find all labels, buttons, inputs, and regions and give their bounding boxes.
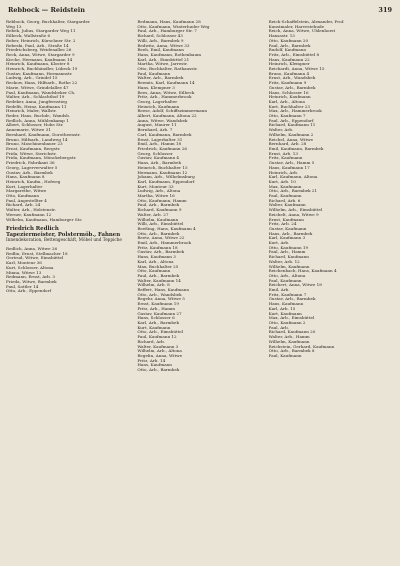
directory-entry: Rudolf, Kaufmann [268, 48, 306, 53]
directory-entry: Reeßing, Hans, Kaufmann 4 [137, 226, 196, 231]
directory-entry: Fritz, Arb. 14 [137, 358, 166, 363]
running-head: Rebbock — Reidstein [8, 6, 85, 14]
directory-entry: Reese, Adolf, Schiffszimmermann [137, 109, 207, 114]
directory-entry: Hans, Kaufmann 8 [6, 175, 45, 180]
directory-entry: Martha, Witwe, Jarrestr. [137, 62, 188, 67]
directory-entry: Reeh, Emil, Kaufmann [137, 48, 184, 53]
directory-entry: Karl, Arb., Barmbek [137, 321, 179, 325]
directory-entry: Paul, Arb., Hamburger Str. 7 [137, 29, 197, 34]
directory-entry: Johann, Arb., Wilhelmsburg [137, 175, 195, 180]
directory-entry: Ernst, Lagerhalter 31 [137, 137, 183, 142]
directory-entry: Hans, Schlosser 16 [268, 90, 309, 95]
directory-entry: Heinrich, Arb. [268, 170, 299, 175]
page-number: 319 [378, 6, 392, 14]
directory-entry: Reich, Anna, Witwe, Uhlenhorst [268, 29, 336, 34]
directory-entry: Otto, Arb., Barmbek 21 [268, 189, 318, 194]
directory-entry: Max, Arb., Eimsbüttel [268, 316, 315, 321]
directory-entry: Georg, Lagerverwalter 5 [6, 165, 58, 170]
directory-entry: Hans, Kaufmann 3 [137, 255, 176, 260]
directory-entry: Ernst, Kaufmann 19 [137, 302, 180, 307]
directory-entry: Otto, Arb., Wandsbek [137, 292, 182, 297]
directory-entry: Paul, Arb., Barmbek [137, 273, 180, 278]
directory-entry: Emil, Arb., Hamm 18 [137, 142, 182, 147]
directory-entry: Reich-Schaffelstein, Alexander, Prof. [268, 20, 345, 24]
directory-entry: Paul, Kaufmann 12 [137, 335, 177, 340]
directory-entry: Annemarie, Witwe 31 [6, 128, 51, 133]
directory-entry: Max, Arb., Hammerbrook [268, 109, 322, 114]
directory-entry: Ernst, Kaufmann [268, 217, 304, 222]
directory-entry: Albert, Kaufmann, Altona 22 [137, 114, 197, 119]
directory-entry: Kurt, Schlosser, Altona [6, 265, 54, 270]
directory-entry: Bernhard, Arb. 28 [268, 142, 307, 147]
directory-entry: Anna, Witwe, Wandsbek [137, 118, 188, 123]
directory-entry: Kurt, Arb. 10 [268, 179, 296, 184]
directory-entry: Otto, Kaufmann 7 [268, 114, 306, 119]
directory-entry: Gustav, Arb., Barmbek [268, 85, 316, 90]
directory-entry: Gustav, Arb., Hamm 5 [268, 161, 315, 166]
directory-entry: Heinrich, Kaufmann, Kloster 8 [6, 62, 70, 67]
page-header [8, 6, 392, 16]
directory-entry: Wilhelm, Kaufmann [268, 264, 310, 269]
directory-entry: Emil, Arb. [268, 288, 290, 293]
directory-entry: Fritz, Kaufmann 7 [268, 292, 307, 297]
directory-entry: Bruno, Maschinenbauer 23 [6, 142, 63, 147]
directory-entry: Reichenbach, Hans, Kaufmann 4 [268, 269, 337, 274]
directory-entry: Bernhard, Arb. 7 [137, 128, 173, 133]
directory-entry: Paul, Kaufmann [268, 278, 302, 283]
directory-entry: Walter, Kaufmann 14 [137, 278, 181, 283]
directory-entry: Richard, Kaufmann 9 [137, 208, 182, 213]
directory-entry: Fritz, Arb. 24 [268, 222, 297, 227]
directory-entry: Wilhelm, Arb., Eimsbüttel [268, 208, 323, 213]
directory-entry: Richard, Kaufmann [268, 255, 309, 260]
directory-entry: Hansastr. 13 [268, 34, 295, 39]
directory-entry: Gustav, Arb., Barmbek [6, 170, 53, 175]
directory-entry: Friedrich, Fabrikant 36 [6, 161, 55, 166]
directory-entry: Richard, Schlosser 43 [137, 34, 183, 39]
ad-text: Innendekoration, Bettengeschäft, Möbel und Teppiche [6, 237, 122, 243]
directory-entry: Redlich, Anna, Witwe 26 [6, 247, 58, 252]
directory-entry: Gustav, Kaufmann 4 [137, 156, 180, 161]
directory-entry: Walter, Arb. [268, 128, 294, 133]
directory-entry: Martha, Witwe 16 [137, 194, 175, 199]
directory-entry: Karl, Arb., Altona [137, 259, 174, 264]
directory-entry: Fritz, Arb., Hammerbrook [137, 95, 192, 100]
directory-entry: Ernst, Kaufmann, Bergstr. [6, 146, 61, 151]
directory-entry: Kurt, Kaufmann [137, 325, 171, 330]
column-2 [137, 20, 262, 558]
directory-entry: Walter, Arb. 12 [268, 259, 300, 264]
directory-entry: Walter, Arb., Hamm [268, 335, 310, 340]
directory-entry: Eilbeck, Wallstraße 6 [6, 34, 51, 39]
directory-entry: Weg 13 [6, 24, 22, 29]
directory-entry: August, Maurer 11 [137, 123, 177, 128]
directory-entry: Karl, Arb., Eimsbüttel 21 [137, 57, 190, 62]
directory-entry: Regelin, Anna, Witwe [137, 353, 183, 358]
directory-entry: Karl, Kaufmann, Altona [268, 175, 318, 180]
directory-entry: Rebbock, Georg, Buchhalter, Stargarder [6, 20, 90, 24]
directory-entry: Bernhard, Kaufmann, Dorotheenstr. [6, 132, 81, 137]
directory-entry: Reckow, Hans, Hilfsarb., Rothe 22 [6, 81, 78, 86]
directory-entry: Kurt, Lagerhalter [6, 184, 43, 189]
directory-entry: Regehr, Anna, Witwe 5 [137, 297, 185, 302]
directory-entry: Heinrich, Buchhändler, Lübeck 19 [6, 67, 78, 72]
directory-entry: Otto, Arb., Eppendorf [6, 289, 51, 294]
directory-entry: Max, Kaufmann [268, 184, 302, 189]
directory-entry: Paul, Kaufmann [137, 71, 171, 76]
directory-entry: Kurt, Buchhalter 23 [268, 104, 310, 109]
directory-entry: Redelfs, Heinz, Kaufmann 11 [6, 104, 67, 109]
directory-entry: Max, Buchhalter 25 [137, 264, 179, 269]
directory-entry: Ludwig, Arb., Altona [137, 189, 181, 194]
directory-entry: Werner, Kaufmann 12 [6, 212, 52, 217]
directory-entry: Carl, Kaufmann, Barmbek [137, 132, 192, 137]
directory-entry: Richard, Kaufmann 11 [268, 123, 316, 128]
directory-entry: Paul, Arb., Barmbek [268, 43, 311, 48]
directory-entry: Walter, Arb., Barmbek [137, 76, 184, 81]
directory-entry: Otto, Arb., Altona [268, 273, 306, 278]
directory-entry: Rebek, Julius, Stargarder Weg 11 [6, 29, 76, 34]
directory-entry: Reffert, Hans, Kaufmann [137, 288, 189, 293]
directory-entry: Otto, Arb., Barmbek 8 [268, 349, 315, 354]
directory-entry: Frida, Witwe, Sierichstr. [6, 151, 57, 156]
directory-entry: Hans, Arb., Barmbek [268, 231, 313, 236]
directory-entry: Frida, Kaufmann, Mönckebergstr. [6, 156, 77, 161]
directory-entry: Otto, Arb., Eimsbüttel [137, 330, 184, 335]
directory-entry: Reder, Hans, Buchdr., Wandsb. [6, 114, 71, 119]
directory-entry: Reichel, Anna, Witwe [268, 137, 314, 142]
advertisement [6, 224, 131, 245]
directory-entry: Redeker, Anna, Jungfernstieg [6, 99, 67, 104]
directory-entry: Redwitz, Anna, Witwe 33 [137, 43, 190, 48]
directory-entry: Willi, Arb., Eimsbüttel [137, 222, 184, 227]
directory-entry: Willi, Arb., Barmbek 9 [137, 38, 184, 43]
directory-entry: Otto, Kaufmann [6, 194, 39, 199]
directory-entry: Friedrichsberg, Weidenallee 26 [6, 48, 72, 53]
directory-entry: Richard, Arb. 6 [268, 198, 301, 203]
directory-entry: Paul, Angestellter 4 [6, 198, 47, 203]
directory-entry: Paul, Arb., Hamm [268, 250, 306, 255]
directory-entry: Reichert, Anna, Witwe 18 [268, 283, 322, 288]
directory-entry: Otto, Arb., Barmbek [137, 231, 180, 236]
directory-entry: Paul, Arb. [268, 325, 290, 330]
directory-entry: Paul, Arb., Barmbek [137, 203, 180, 208]
directory-entry: Bruno, Hilfsarb., Landweg 14 [6, 137, 68, 142]
directory-entry: Paul, Kaufmann, Wandsbeker Ch. [6, 90, 76, 95]
directory-entry: Hans, Arb., Barmbek [137, 161, 181, 166]
columns [6, 20, 394, 558]
directory-entry: Walter, Arb., Holstenstr. [6, 208, 56, 213]
directory-entry: Reichelt, Anna, Witwe 9 [268, 212, 319, 217]
directory-entry: Walter, Kaufmann 3 [137, 344, 179, 349]
directory-entry: Redmann, Ernst, Arb. 3 [6, 275, 55, 280]
directory-entry: Otto, Kaufmann 2 [268, 321, 306, 325]
directory-entry: Richard, Arb. [137, 339, 166, 344]
directory-entry: Otto, Arb., Barmbek [137, 368, 180, 373]
directory-entry: Gustav, Arb., Barmbek [268, 297, 316, 302]
directory-entry: Gustav, Kaufmann [268, 226, 307, 231]
directory-entry: Fritz, Kaufmann [268, 156, 303, 161]
directory-entry: Minna, Witwe 13 [6, 270, 42, 275]
directory-entry: Karl, Arb., Altona [268, 99, 305, 104]
directory-entry: Kurt, Monteur 33 [137, 184, 174, 189]
directory-entry: Georg, Lagerhalter [137, 99, 178, 104]
directory-entry: Paul, Kaufmann [268, 353, 302, 358]
directory-entry: Marie, Witwe, Grindelallee 47 [6, 85, 69, 90]
directory-entry: Hans, Kaufmann 22 [268, 57, 310, 62]
directory-entry: Otto, Buchhalter, Rathausstr. [137, 67, 198, 72]
directory-entry: Paul, Sattler 14 [6, 284, 39, 289]
directory-entry: Frieda, Witwe, Barmbek [6, 279, 57, 284]
directory-entry: Otto, Kaufmann, Winterhuder Weg [137, 24, 210, 29]
directory-entry: Paul, Kaufmann [268, 194, 302, 199]
directory-entry: Gustav, Arb., Barmbek [137, 250, 185, 255]
directory-entry: Friedrich, Kaufmann 26 [137, 146, 188, 151]
directory-entry: Georg, Schlosser [137, 151, 173, 156]
directory-entry: Wilhelm, Kaufmann [137, 217, 179, 222]
directory-entry: Heinrich, Kaufm., Hofweg [6, 179, 61, 184]
directory-entry: Reichardt, Anna, Witwe 15 [268, 67, 325, 72]
directory-entry: Bruno, Kaufmann 4 [268, 71, 310, 76]
directory-entry: Reemts, Karl, Kaufmann 14 [137, 81, 195, 86]
directory-entry: Wilhelm, Arb., Altona [137, 349, 182, 354]
directory-entry: Otto, Kaufmann 20 [268, 38, 309, 43]
directory-entry: Reichstein, Gerhard, Kaufmann [268, 344, 335, 349]
column-3 [269, 20, 394, 558]
directory-entry: Ernst, Arb., Wandsbek [268, 76, 316, 81]
directory-entry: Karl, Monteur 36 [6, 261, 42, 266]
directory-entry: Rees, Anna, Witwe, Eilbeck [137, 90, 195, 95]
directory-entry: Fritz, Arb., Eimsbüttel 8 [268, 52, 320, 57]
directory-entry: Richard, Kaufmann 20 [268, 330, 316, 335]
directory-entry: Heinrich, Klempner [268, 62, 310, 67]
directory-entry: Kurt, Arb. [268, 241, 290, 246]
directory-entry: Redmann, Hans, Kaufmann 28 [137, 20, 201, 24]
directory-entry: Reber, Heinrich, Kürschner Str. 2 [6, 38, 76, 43]
directory-entry: Albert, Schlosser, Hohe Str. [6, 123, 64, 128]
directory-entry: Hermann, Kaufmann 12 [137, 170, 188, 175]
directory-entry: Heinrich, Kaufmann [137, 104, 180, 109]
directory-entry: Fritz, Kaufmann 18 [137, 245, 178, 250]
directory-entry: Hans, Kaufmann 17 [268, 165, 310, 170]
directory-entry: Gustav, Kaufmann 27 [137, 311, 182, 316]
directory-entry: Gustav, Kaufmann, Hermannstr. [6, 71, 73, 76]
directory-entry: Heinrich, Kaufmann [268, 95, 311, 100]
directory-entry: Otto, Kaufmann [137, 269, 171, 274]
directory-entry: Margarethe, Witwe [6, 189, 47, 194]
directory-entry: Wilhelm, Kaufmann 2 [268, 132, 314, 137]
directory-entry: Kirche, Hermann, Kaufmann 14 [6, 57, 73, 62]
directory-entry: Paul, Arb., Eppendorf [268, 118, 314, 123]
directory-entry: Karl, Kaufmann 3 [268, 236, 306, 241]
directory-entry: Hans, Klempner 3 [137, 85, 175, 90]
directory-entry: Emil, Kaufmann, Barmbek [268, 146, 324, 151]
directory-entry: Richard, Arb. 24 [6, 203, 41, 208]
directory-entry: Ernst, Arb. 13 [268, 151, 298, 156]
directory-entry: Wilhelm, Kaufmann, Hamburger Str. [6, 217, 83, 222]
directory-entry: Reetz, Anna, Witwe 22 [137, 236, 185, 241]
directory-entry: Redlin, Ernst, Stellmacher 18 [6, 251, 68, 256]
directory-entry: Wilhelm, Kaufmann [268, 339, 310, 344]
directory-entry: Karl, Kaufmann, Eppendorf [137, 179, 195, 184]
directory-entry: Reck, Anna, Witwe, Stargarder 9 [6, 52, 75, 57]
directory-entry: Walter, Arb., Schlachthof 19 [6, 95, 65, 100]
directory-entry: Kurt, Kaufmann [268, 311, 302, 316]
directory-entry: Hans, Kaufmann [268, 302, 304, 307]
directory-entry: Walter, Kaufmann [268, 203, 306, 208]
directory-entry: Karl, Arb. 15 [268, 306, 296, 311]
directory-entry: Gertrud, Witwe, Eimsbüttel [6, 256, 64, 261]
directory-entry: Hans, Schlosser 6 [137, 316, 175, 321]
directory-entry: Kunstmaler, Harvestehude [268, 24, 324, 29]
column-1 [6, 20, 131, 558]
directory-entry: Otto, Kaufmann 19 [268, 245, 309, 250]
directory-entry: Fritz, Kaufmann 9 [268, 81, 307, 86]
directory-entry: Hans, Kaufmann [137, 363, 172, 368]
directory-entry: Hans, Kaufmann, Rothenbaum [137, 52, 201, 57]
directory-entry: Otto, Kaufmann, Hamm [137, 198, 187, 203]
directory-entry: Heinrich, Buchhalter 15 [137, 165, 188, 170]
directory-entry: Wilhelm, Arb. 8 [137, 283, 170, 288]
directory-entry: Redlich, Anna, Mühlenkamp 1 [6, 118, 69, 123]
directory-entry: Emil, Arb., Hammerbrook [137, 241, 191, 246]
directory-entry: Rebeski, Paul, Arb., Straße 14 [6, 43, 69, 48]
directory-entry: Fritz, Arb., Hamm [137, 306, 176, 311]
ad-title: Friedrich Redlich [6, 226, 59, 233]
directory-entry: Walter, Arb. 27 [137, 212, 169, 217]
directory-entry: Heinrich, Maler, Wallstr. [6, 109, 57, 114]
directory-entry: Ludwig, Arb., Grindel 15 [6, 76, 58, 81]
ad-subtitle: Tapeziermeister, Polstermöb., Fahnen [6, 232, 121, 239]
